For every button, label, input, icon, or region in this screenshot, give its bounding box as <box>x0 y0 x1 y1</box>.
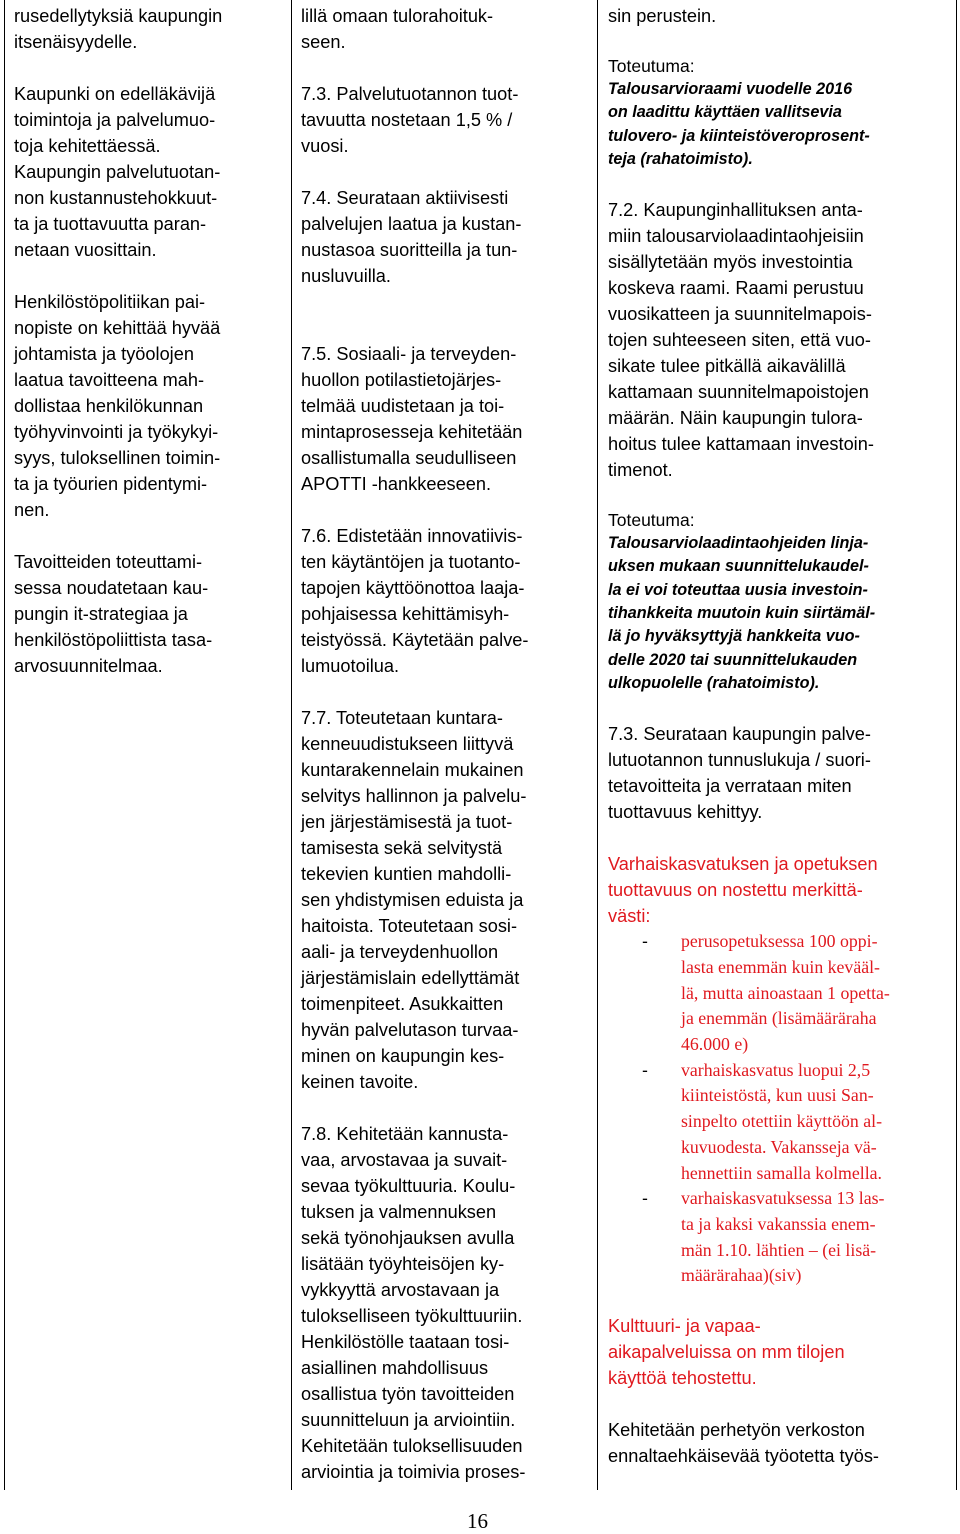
text-line: asiallinen mahdollisuus <box>301 1358 489 1378</box>
text-line: 7.3. Palvelutuotannon tuot- <box>301 84 519 104</box>
c1-paragraph-2 <box>14 81 282 263</box>
text-line: minen on kaupungin kes- <box>301 1046 505 1066</box>
text-line: nopiste on kehittää hyvää <box>14 318 221 338</box>
text-line: Kaupungin palvelutuotan- <box>14 162 221 182</box>
text-line: johtamista ja työolojen <box>14 344 194 364</box>
text-line: haitoista. Toteutetaan sosi- <box>301 916 518 936</box>
text-line: tulovero- ja kiinteistöveroprosent- <box>608 126 870 145</box>
text-line: tuottavuus kehittyy. <box>608 802 763 823</box>
text-line: APOTTI -hankkeeseen. <box>301 474 492 494</box>
text-line: tuksen ja valmennuksen <box>301 1202 497 1222</box>
text-line: palvelujen laatua ja kustan- <box>301 214 522 234</box>
bullet-dash: - <box>642 1059 648 1080</box>
text-line: 7.7. Toteutetaan kuntara- <box>301 708 503 728</box>
text-line: ta ja kaksi vakanssia enem- <box>681 1214 876 1234</box>
text-line: itsenäisyydelle. <box>14 32 138 52</box>
text-line: toimenpiteet. Asukkaitten <box>301 994 504 1014</box>
text-line: tihankkeita muutoin kuin siirtämäl- <box>608 604 876 623</box>
text-line: vuosi. <box>301 136 349 156</box>
text-line: ja enemmän (lisämääräraha <box>681 1008 877 1029</box>
text-line: tekevien kuntien mahdolli- <box>301 864 512 884</box>
text-line: sessa noudatetaan kau- <box>14 578 209 598</box>
column-divider-1 <box>291 0 292 1490</box>
text-line: la ei voi toteuttaa uusia investoin- <box>608 580 868 599</box>
text-line: sisällytetään myös investointia <box>608 252 853 273</box>
text-line: telmää uudistetaan ja toi- <box>301 396 505 416</box>
text-line: koskeva raami. Raami perustuu <box>608 278 864 299</box>
bullet-list <box>608 929 953 1289</box>
column-divider-left <box>4 0 5 1490</box>
text-line: sekä työnohjauksen avulla <box>301 1228 515 1248</box>
text-line: arviointia ja toimivia proses- <box>301 1462 526 1482</box>
page-number: 16 <box>467 1509 488 1533</box>
text-line: on laadittu käyttäen vallitsevia <box>608 103 842 122</box>
text-line: tojen suhteeseen siten, että vuo- <box>608 330 871 351</box>
text-line: mintaprosesseja kehitetään <box>301 422 523 442</box>
text-line: ta ja työurien pidentymi- <box>14 474 208 494</box>
text-line: non kustannustehokkuut- <box>14 188 218 208</box>
column-divider-2 <box>597 0 598 1490</box>
text-line: uksen mukaan suunnittelukaudel- <box>608 557 869 576</box>
text-line: hennettiin samalla kolmella. <box>681 1162 882 1183</box>
text-line: 7.6. Edistetään innovatiivis- <box>301 526 523 546</box>
text-line: sen yhdistymisen eduista ja <box>301 890 524 910</box>
text-line: hyvän palvelutason turvaa- <box>301 1020 519 1040</box>
text-line: Tavoitteiden toteuttami- <box>14 552 203 572</box>
text-line: netaan vuosittain. <box>14 240 157 260</box>
text-line: vuosikatteen ja suunnitelmapois- <box>608 304 872 325</box>
c3-paragraph-7-3 <box>608 721 953 825</box>
text-line: miin talousarviolaadintaohjeisiin <box>608 226 864 247</box>
text-line: suunnitteluun ja arviointiin. <box>301 1410 516 1430</box>
text-line: syys, tuloksellinen toimin- <box>14 448 221 468</box>
text-line: ta ja tuottavuutta paran- <box>14 214 207 234</box>
text-line: 7.5. Sosiaali- ja terveyden- <box>301 344 517 364</box>
c2-paragraph-7-4 <box>301 185 589 289</box>
bullet-dash: - <box>642 931 648 952</box>
c1-paragraph-4 <box>14 549 282 679</box>
text-line: kenneuudistukseen liittyvä <box>301 734 514 754</box>
c1-paragraph-1 <box>14 3 282 55</box>
text-line: Kulttuuri- ja vapaa- <box>608 1316 761 1337</box>
c3-paragraph-perhetyo <box>608 1417 953 1469</box>
text-line: timenot. <box>608 460 673 481</box>
text-line: ten käytäntöjen ja tuotanto- <box>301 552 521 572</box>
text-line: pungin it-strategiaa ja <box>14 604 188 624</box>
text-line: Varhaiskasvatuksen ja opetuksen <box>608 854 878 875</box>
text-line: lillä omaan tulorahoituk- <box>301 6 494 26</box>
text-line: lutuotannon tunnuslukuja / suori- <box>608 750 871 771</box>
text-line: tavuutta nostetaan 1,5 % / <box>301 110 513 130</box>
column-divider-right <box>956 0 957 1490</box>
c1-paragraph-3 <box>14 289 282 523</box>
text-line: Henkilöstölle taataan tosi- <box>301 1332 510 1352</box>
bullet-dash: - <box>642 1188 648 1209</box>
text-line: 7.4. Seurataan aktiivisesti <box>301 188 509 208</box>
toteutuma-text-1 <box>608 78 953 171</box>
text-line: Kehitetään perhetyön verkoston <box>608 1420 865 1441</box>
text-line: män 1.10. lähtien – (ei lisä- <box>681 1239 877 1260</box>
c2-paragraph-7-5 <box>301 341 589 497</box>
text-line: varhaiskasvatuksessa 13 las- <box>681 1188 885 1209</box>
text-line: aali- ja terveydenhuollon <box>301 942 499 962</box>
text-line: lä, mutta ainoastaan 1 opetta- <box>681 982 890 1003</box>
text-line: henkilöstöpoliittista tasa- <box>14 630 213 650</box>
text-line: nen. <box>14 500 50 520</box>
c2-paragraph-7-6 <box>301 523 589 679</box>
c3-paragraph-7-2 <box>608 197 953 483</box>
text-line: kuntarakennelain mukainen <box>301 760 524 780</box>
text-line: osallistumalla seudulliseen <box>301 448 517 468</box>
text-line: huollon potilastietojärjes- <box>301 370 502 390</box>
text-line: västi: <box>608 906 651 927</box>
text-line: lasta enemmän kuin kevääl- <box>681 956 880 977</box>
text-line: osallistua työn tavoitteiden <box>301 1384 515 1404</box>
text-line: keinen tavoite. <box>301 1072 419 1092</box>
text-line: seen. <box>301 32 346 52</box>
text-line: 7.2. Kaupunginhallituksen anta- <box>608 200 863 221</box>
text-line: nustasoa suoritteilla ja tun- <box>301 240 518 260</box>
text-line: perusopetuksessa 100 oppi- <box>681 931 878 952</box>
text-line: käyttöä tehostettu. <box>608 1368 757 1389</box>
text-line: sikate tulee pitkällä aikavälillä <box>608 356 846 377</box>
text-line: teja (rahatoimisto). <box>608 149 753 168</box>
text-line: lumuotoilua. <box>301 656 400 676</box>
text-line: 7.3. Seurataan kaupungin palve- <box>608 724 871 745</box>
text-line: määrärahaa)(siv) <box>681 1265 802 1286</box>
bullet-item <box>608 1186 953 1289</box>
text-line: kattamaan suunnitelmapoistojen <box>608 382 869 403</box>
toteutuma-label-2: Toteutuma: <box>608 510 695 531</box>
text-line: tetavoitteita ja verrataan miten <box>608 776 852 797</box>
c2-paragraph-7-3 <box>301 81 589 159</box>
text-line: määrän. Näin kaupungin tulora- <box>608 408 863 429</box>
column-3 <box>608 3 953 1469</box>
text-line: tulokselliseen työkulttuuriin. <box>301 1306 523 1326</box>
text-line: toja kehitettäessä. <box>14 136 161 156</box>
text-line: varhaiskasvatus luopui 2,5 <box>681 1059 871 1080</box>
text-line: aikapalveluissa on mm tilojen <box>608 1342 845 1363</box>
text-line: vykkyyttä arvostavaan ja <box>301 1280 500 1300</box>
toteutuma-text-2 <box>608 532 953 695</box>
text-line: Talousarviolaadintaohjeiden linja- <box>608 534 869 553</box>
c3-paragraph-1 <box>608 3 953 29</box>
text-line: Kehitetään tuloksellisuuden <box>301 1436 523 1456</box>
text-line: Kaupunki on edelläkävijä <box>14 84 216 104</box>
toteutuma-label-1: Toteutuma: <box>608 56 695 76</box>
c2-paragraph-1 <box>301 3 589 55</box>
text-line: tuottavuus on nostettu merkittä- <box>608 880 863 901</box>
text-line: nusluvuilla. <box>301 266 391 286</box>
text-line: teistyössä. Käytetään palve- <box>301 630 529 650</box>
text-line: sin perustein. <box>608 6 717 26</box>
bullet-item <box>608 1058 953 1187</box>
red-paragraph-kulttuuri <box>608 1313 953 1391</box>
text-line: pohjaisessa kehittämisyh- <box>301 604 510 624</box>
text-line: selvitys hallinnon ja palvelu- <box>301 786 527 806</box>
text-line: laatua tavoitteena mah- <box>14 370 205 390</box>
text-line: Henkilöstöpolitiikan pai- <box>14 292 206 312</box>
text-line: lä jo hyväksyttyjä hankkeita vuo- <box>608 627 860 646</box>
column-1 <box>14 3 282 679</box>
text-line: lisätään työyhteisöjen ky- <box>301 1254 505 1274</box>
text-line: kiinteistöstä, kun uusi San- <box>681 1085 874 1106</box>
text-line: työhyvinvointi ja työkykyi- <box>14 422 219 442</box>
text-line: järjestämislain edellyttämät <box>301 968 520 988</box>
text-line: sinpelto otettiin käyttöön al- <box>681 1111 882 1132</box>
text-line: 46.000 e) <box>681 1034 749 1055</box>
c2-paragraph-7-8 <box>301 1121 589 1485</box>
text-line: dollistaa henkilökunnan <box>14 396 204 416</box>
text-line: arvosuunnitelmaa. <box>14 656 163 676</box>
bullet-item <box>608 929 953 1058</box>
text-line: tamisesta sekä selvitystä <box>301 838 503 858</box>
text-line: kuvuodesta. Vakansseja vä- <box>681 1136 877 1157</box>
text-line: Talousarvioraami vuodelle 2016 <box>608 80 853 98</box>
c2-paragraph-7-7 <box>301 705 589 1095</box>
text-line: delle 2020 tai suunnittelukauden <box>608 650 858 669</box>
text-line: vaa, arvostavaa ja suvait- <box>301 1150 508 1170</box>
text-line: 7.8. Kehitetään kannusta- <box>301 1124 509 1144</box>
text-line: toimintoja ja palvelumuo- <box>14 110 216 130</box>
text-line: rusedellytyksiä kaupungin <box>14 6 223 26</box>
text-line: sevaa työkulttuuria. Koulu- <box>301 1176 516 1196</box>
text-line: ennaltaehkäisevää työotetta työs- <box>608 1446 879 1467</box>
column-2 <box>301 3 589 1485</box>
text-line: jen järjestämisestä ja tuot- <box>301 812 513 832</box>
text-line: hoitus tulee kattamaan investoin- <box>608 434 874 455</box>
red-heading-varhaiskasvatus <box>608 851 953 929</box>
text-line: ulkopuolelle (rahatoimisto). <box>608 673 820 692</box>
text-line: tapojen käyttöönottoa laaja- <box>301 578 525 598</box>
